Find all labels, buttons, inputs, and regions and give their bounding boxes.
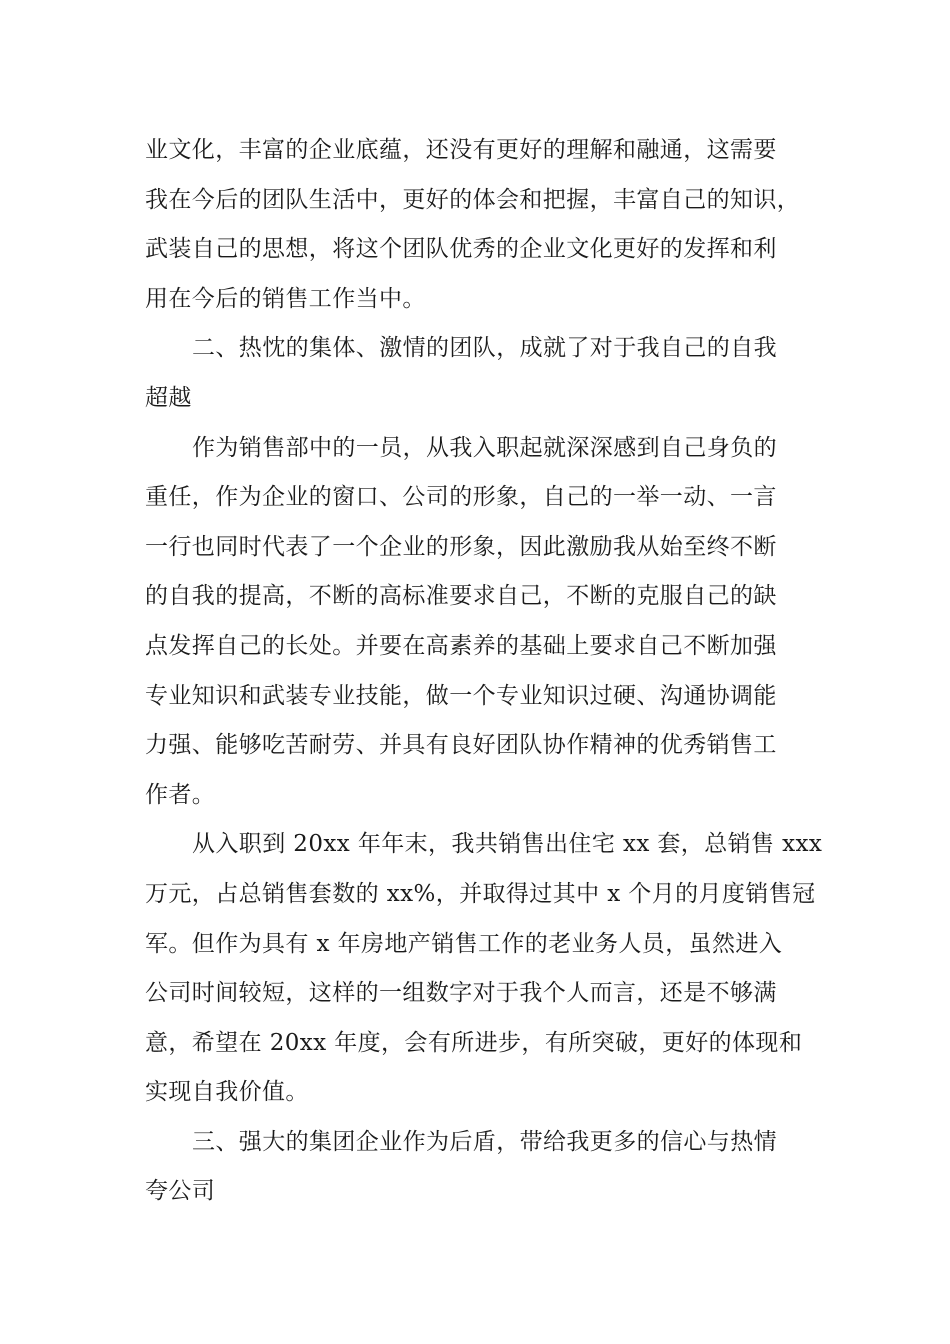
- text-line: 的自我的提高，不断的高标准要求自己，不断的克服自己的缺: [145, 583, 777, 610]
- text-line: 我在今后的团队生活中，更好的体会和把握，丰富自己的知识，: [145, 186, 801, 213]
- text-line: 从入职到 20xx 年年末，我共销售出住宅 xx 套，总销售 xxx: [192, 831, 823, 858]
- section-heading: 三、强大的集团企业作为后盾，带给我更多的信心与热情: [192, 1128, 777, 1155]
- text-line: 重任，作为企业的窗口、公司的形象，自己的一举一动、一言: [145, 484, 777, 511]
- text-line: 作者。: [145, 781, 216, 808]
- text-line: 业文化，丰富的企业底蕴，还没有更好的理解和融通，这需要: [145, 137, 777, 163]
- text-line: 军。但作为具有 x 年房地产销售工作的老业务人员，虽然进入: [145, 930, 783, 957]
- text-line: 一行也同时代表了一个企业的形象，因此激励我从始至终不断: [145, 533, 777, 560]
- text-line: 万元，占总销售套数的 xx%，并取得过其中 x 个月的月度销售冠: [145, 880, 816, 907]
- text-line: 实现自我价值。: [145, 1079, 309, 1106]
- text-line: 力强、能够吃苦耐劳、并具有良好团队协作精神的优秀销售工: [145, 732, 777, 759]
- document-body: [145, 126, 825, 1217]
- text-line: 夸公司: [145, 1178, 216, 1205]
- text-line: 作为销售部中的一员，从我入职起就深深感到自己身负的: [192, 434, 777, 461]
- text-line: 用在今后的销售工作当中。: [145, 285, 426, 312]
- text-line: 武装自己的思想，将这个团队优秀的企业文化更好的发挥和利: [145, 236, 777, 263]
- text-line: 点发挥自己的长处。并要在高素养的基础上要求自己不断加强: [145, 632, 777, 659]
- text-line: 意，希望在 20xx 年度，会有所进步，有所突破，更好的体现和: [145, 1029, 803, 1056]
- text-line: 专业知识和武装专业技能，做一个专业知识过硬、沟通协调能: [145, 682, 777, 709]
- section-heading-cont: 超越: [145, 384, 192, 411]
- text-line: 公司时间较短，这样的一组数字对于我个人而言，还是不够满: [145, 980, 777, 1007]
- section-heading: 二、热忱的集体、激情的团队，成就了对于我自己的自我: [192, 335, 777, 362]
